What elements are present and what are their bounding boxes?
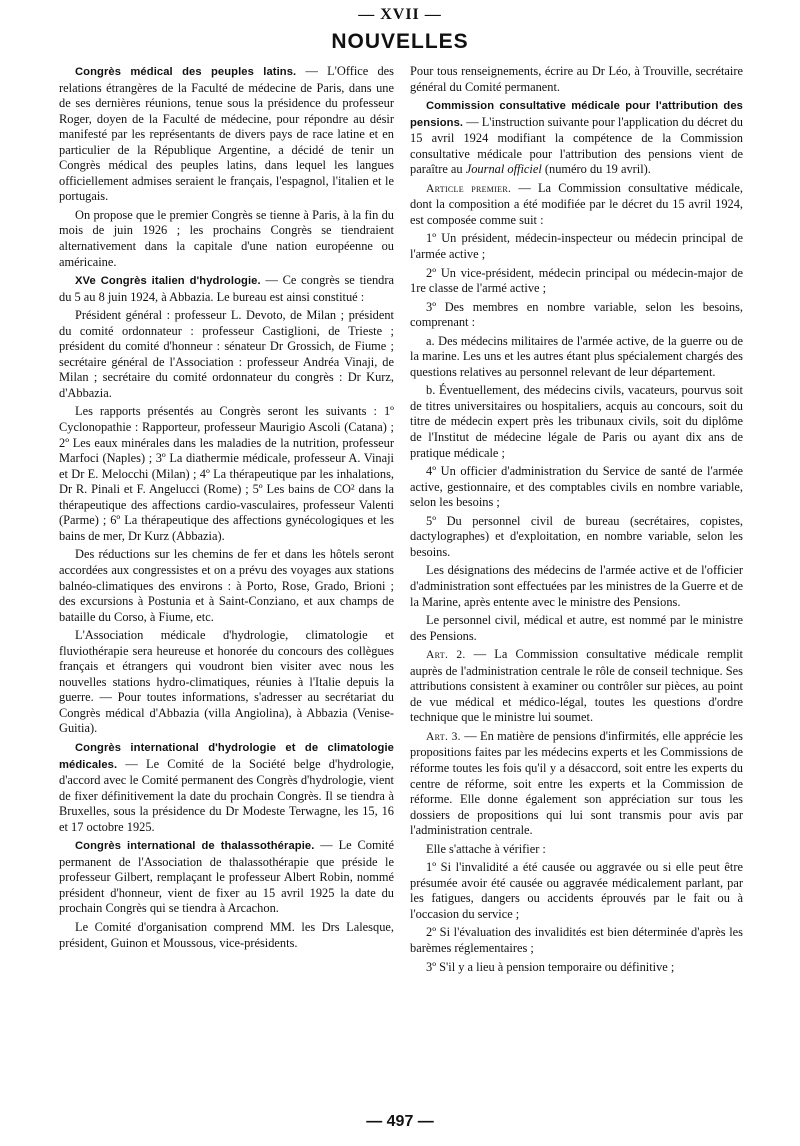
paragraph-text: — En matière de pensions d'infirmités, elle apprécie les propositions faites par les médecins experts et les Commissions de réforme toutes les fois qu'il y a désaccord, soit entre les experts du centre de réforme, soit entre les experts et la Commission de réforme. Elle donne également son appréciation sur tous les dossiers de propositions qui lui sont transmis pour avis par l'administration centrale. — [410, 728, 743, 838]
paragraph-text: 3º S'il y a lieu à pension temporaire ou définitive ; — [426, 959, 675, 974]
paragraph-text: (numéro du 19 avril). — [541, 162, 651, 177]
paragraph-text: — Le Comité permanent de l'Association de thalassothérapie que préside le professeur Gilbert, remplaçant le professeur Albert Robin, nommé président d'honneur, vient de fixer au 15 avril 1925 la date du prochain Congrès qui se tiendra à Arcachon. — [59, 838, 394, 916]
paragraph-text: — L'instruction suivante pour l'application du décret du 15 avril 1924 modifiant la compétence de la Commission consultative médicale pour l'attribution des pensions vient de paraître au — [410, 114, 743, 177]
item-heading: Congrès international de thalassothérapie. — [75, 840, 315, 853]
paragraph — [410, 925, 743, 956]
paragraph-text: Des réductions sur les chemins de fer et dans les hôtels seront accordées aux congressistes et on a prévu des voyages aux stations balnéo-climatiques des environs : à Porto, Rose, Grado, Brioni ; des excursions à Postunia et à Saint-Conziano, et aux champs de bataille du Corso, à Fiume, etc. — [59, 547, 394, 624]
paragraph-text: 2º Un vice-président, médecin principal ou médecin-major de 1re classe de l'armé active ; — [410, 265, 743, 296]
paragraph — [59, 273, 394, 305]
paragraph-text: Président général : professeur L. Devoto, de Milan ; président du comité ordonnateur : professeur Castiglioni, de Trieste ; président du comité d'honneur : sénateur Dr Grossich, de Fiume ; secrétaire général de l'Association : professeur Andréa Vinaji, de Milan ; secrétaire du comité ordonnateur du congrès : Dr Kurz, d'Abbazia. — [59, 308, 394, 400]
article-label: Article premier. — [426, 182, 512, 195]
paragraph — [410, 514, 743, 561]
right-column — [410, 64, 743, 978]
paragraph — [410, 842, 743, 858]
paragraph — [59, 64, 394, 205]
paragraph-text: — La Commission consultative médicale, dont la composition a été modifiée par le décret du 15 avril 1924, est composée comme suit : — [410, 180, 743, 227]
paragraph — [410, 64, 743, 95]
paragraph — [410, 181, 743, 229]
section-title: NOUVELLES — [331, 30, 469, 53]
paragraph — [59, 838, 394, 917]
paragraph — [410, 334, 743, 381]
paragraph — [410, 563, 743, 610]
paragraph-text: 4º Un officier d'administration du Service de santé de l'armée active, gestionnaire, et des comptables civils en nombre variable, selon les besoins ; — [410, 464, 743, 510]
paragraph-text: Le personnel civil, médical et autre, est nommé par le ministre des Pensions. — [410, 613, 743, 643]
paragraph — [410, 960, 743, 976]
paragraph-text: Les désignations des médecins de l'armée active et de l'officier d'administration sont effectuées par les ministres de la Guerre et de la Marine, après entente avec le ministre des Pensions. — [410, 563, 743, 609]
paragraph — [410, 98, 743, 178]
item-heading: Commission consultative médicale pour l'attribution des pensions. — [410, 100, 743, 129]
paragraph — [410, 729, 743, 839]
paragraph-text: — La Commission consultative médicale remplit auprès de l'administration centrale le rôle de conseil technique. Ses attributions consistent à examiner ou contrôler sur pièces, au point de vue médical et médico-légal, toutes les questions d'ordre technique que le ministre lui soumet. — [410, 647, 743, 725]
paragraph — [410, 860, 743, 922]
paragraph — [410, 647, 743, 726]
roman-folio: — XVII — — [358, 6, 442, 23]
paragraph — [410, 613, 743, 644]
paragraph-text: 1º Si l'invalidité a été causée ou aggravée ou si elle peut être présumée avoir été causée ou aggravée médicalement parlant, par les fatigues, dangers ou accidents éprouvés par le fait ou à l'occasion du service ; — [410, 860, 743, 921]
paragraph-text: L'Association médicale d'hydrologie, climatologie et fluviothérapie sera heureuse et honorée du concours des collègues français et étrangers qui voudront bien visiter avec nous les nouvelles stations hydro-climatiques, réunies à l'Italie depuis la guerre. — Pour toutes informations, s'adresser au secrétariat du Congrès médical d'Abbazia (villa Angiolina), à Abbazia (Venise-Guitia). — [59, 628, 394, 736]
paragraph — [59, 740, 394, 835]
paragraph-text: — L'Office des relations étrangères de la Faculté de médecine de Paris, dans une de ses dernières réunions, tenue sous la présidence du professeur Roger, doyen de la Faculté de médecine, pour répondre au désir manifesté par les représentants de divers pays de race latine et en particulier de la République Argentine, a décidé de tenir un Congrès médical des peuples latins, dans lequel les langues officiellement admises seraient le français, l'espagnol, l'italien et le portugais. — [59, 64, 395, 204]
article-label: Art. 3. — [426, 730, 461, 743]
paragraph-text: — Le Comité de la Société belge d'hydrologie, d'accord avec le Comité permanent des Congrès d'hydrologie, vient de fixer définitivement la date du prochain Congrès. Il se tiendra à Bruxelles, sous la présidence du Dr Modeste Terwagne, les 15, 16 et 17 octobre 1925. — [59, 756, 394, 834]
paragraph — [59, 628, 394, 737]
paragraph-text: 1º Un président, médecin-inspecteur ou médecin principal de l'armée active ; — [410, 231, 743, 262]
paragraph — [59, 308, 394, 401]
paragraph — [59, 547, 394, 625]
journal-title: Journal officiel — [465, 162, 542, 177]
item-heading: XVe Congrès italien d'hydrologie. — [75, 275, 261, 288]
paragraph-text: Les rapports présentés au Congrès seront les suivants : 1º Cyclonopathie : Rapporteur, professeur Maurigio Ascoli (Catana) ; 2º Les eaux minérales dans les maladies de la nutrition, professeur Marfoci (Naples) ; 3º La diathermie médicale, professeur A. Vinaji et Dr E. Melocchi (Milan) ; 4º La thérapeutique par les inhalations, Dr R. Pinali et F. Angelucci (Rome) ; 5º Les bains de CO² dans la thérapeutique des affections cardio-vasculaires, professeur Valenti (Parme) ; 6º La thérapeutique des affections gynécologiques et les bains de mer, Dr Kurz (Abbazia). — [59, 404, 394, 543]
paragraph — [410, 300, 743, 331]
paragraph-text: Le Comité d'organisation comprend MM. les Drs Lalesque, président, Guinon et Moussous, vice-présidents. — [59, 919, 394, 950]
paragraph-text: b. Éventuellement, des médecins civils, vacateurs, pourvus soit de titres universitaires ou hospitaliers, acquis au concours, soit du titre de médecin expert près les tribunaux civils, soit du diplôme de l'Institut de médecine légale de Paris ou ayant dix ans de pratique médicale ; — [410, 383, 743, 460]
paragraph-text: On propose que le premier Congrès se tienne à Paris, à la fin du mois de juin 1926 ; les prochains Congrès se tiendraient alternativement dans la capitale d'une nation européenne ou américaine. — [59, 207, 394, 269]
paragraph-text: Pour tous renseignements, écrire au Dr Léo, à Trouville, secrétaire général du Comité permanent. — [410, 64, 743, 94]
page-number: — 497 — — [366, 1113, 434, 1130]
item-heading: Congrès international d'hydrologie et de climatologie médicales. — [59, 741, 394, 771]
paragraph-text: 2º Si l'évaluation des invalidités est bien déterminée d'après les barèmes réglementaires ; — [410, 925, 743, 955]
paragraph — [410, 383, 743, 461]
paragraph-text: 3º Des membres en nombre variable, selon les besoins, comprenant : — [410, 299, 743, 330]
paragraph — [59, 920, 394, 951]
paragraph-text: 5º Du personnel civil de bureau (secrétaires, copistes, dactylographes) et d'exploitation, en nombre variable, selon les besoins. — [410, 513, 743, 559]
paragraph — [410, 231, 743, 262]
left-column — [59, 64, 394, 954]
item-heading: Congrès médical des peuples latins. — [75, 66, 297, 78]
article-label: Art. 2. — [426, 649, 466, 662]
paragraph — [410, 266, 743, 297]
paragraph-text: a. Des médecins militaires de l'armée active, de la guerre ou de la marine. Les uns et les autres étant plus spécialement chargés des questions relatives au personnel relevant de leur département. — [410, 333, 743, 379]
paragraph — [59, 208, 394, 270]
paragraph — [410, 464, 743, 511]
paragraph — [59, 404, 394, 544]
paragraph-text: Elle s'attache à vérifier : — [426, 841, 546, 856]
paragraph-text: — Ce congrès se tiendra du 5 au 8 juin 1924, à Abbazia. Le bureau est ainsi constitué : — [59, 273, 394, 304]
